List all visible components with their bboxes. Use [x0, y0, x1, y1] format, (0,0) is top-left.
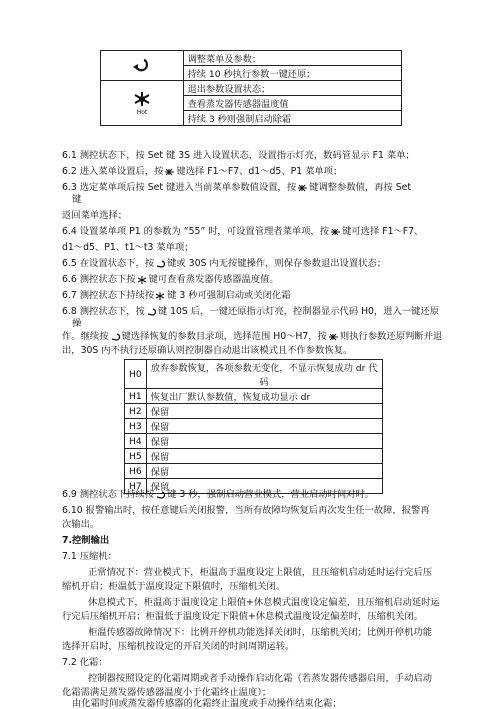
paragraph-6-10: 6.10 报警输出时，按任意键后关闭报警，当所有故障均恢复后再次发生任一故障，报警再 [62, 505, 430, 516]
paragraph-defrost-cont: 化霜需满足蒸发器传感器温度小于化霜终止温度）； [62, 687, 272, 698]
curved-arrow-cell [101, 51, 184, 81]
snowflake-icon [154, 292, 167, 300]
key-function-table [100, 50, 402, 126]
table-cell: 持续 3 秒则强制启动除霜 [183, 111, 401, 126]
text-span: 6.2 进入菜单设置后，按 [62, 166, 164, 177]
paragraph-6-9 [62, 489, 374, 501]
snowflake-arrow-icon [296, 184, 309, 192]
paragraph-6-3-cont2: 返回菜单选择； [62, 210, 128, 221]
text-span: 6.8 测控状态下，按 [62, 306, 145, 317]
paragraph-normal-cont: 缩机开启；柜温低于温度设定下限值时，压缩机关闭。 [62, 581, 286, 592]
paragraph-6-2 [62, 166, 342, 178]
table-cell: 调整菜单及参数； [183, 51, 401, 66]
snowflake-icon [136, 276, 149, 284]
desc-cell: 保留 [146, 404, 382, 419]
paragraph-fault: 柜温传感器故障情况下：比例开停机功能选择关闭时，压缩机关闭；比例开停机功能 [88, 627, 432, 638]
text-span: 6.7 测控状态下持续按 [62, 290, 155, 301]
text-span: 6.5 在设置状态下，按 [62, 258, 155, 269]
restore-code-table [124, 359, 383, 494]
paragraph-6-4 [62, 226, 423, 238]
text-span: 键 3 秒，强制启动营业模式，营业启动时间对时。 [167, 489, 375, 500]
desc-cell: 保留 [146, 449, 382, 464]
desc-cell: 保留 [146, 419, 382, 434]
paragraph-6-8-cont: 操 [72, 318, 82, 329]
code-cell: H2 [125, 404, 147, 419]
paragraph-6-7 [62, 290, 291, 302]
paragraph-normal: 正常情况下：营业模式下，柜温高于温度设定上限值，且压缩机启动延时运行完后压 [88, 567, 432, 578]
text-span: 键 3 秒可强制启动或关闭化霜 [167, 290, 291, 301]
text-span: 6.6 测控状态下按 [62, 274, 136, 285]
icon-label: Hot [136, 109, 148, 116]
desc-cell [146, 360, 382, 389]
curved-arrow-icon [154, 491, 167, 499]
desc-cell: 保留 [146, 434, 382, 449]
table-cell: 查看蒸发器传感器温度值 [183, 96, 401, 111]
section-7-heading: 7.控制输出 [62, 535, 110, 546]
paragraph-6-5 [62, 258, 386, 270]
curved-arrow-icon [145, 308, 158, 316]
text-span: 键或 30S 内无按键操作，则保存参数退出设置状态； [167, 258, 387, 269]
text-span: 作。继续按 [62, 331, 109, 342]
text-span: 则执行参数还原判断并退 [339, 331, 443, 342]
text-span: 键调整参数值，再按 Set [309, 182, 412, 193]
snowflake-arrow-icon [327, 333, 340, 341]
desc-cell: 恢复出厂默认参数值，恢复成功显示 dr [146, 389, 382, 404]
table-cell: 退出参数设置状态； [183, 81, 401, 96]
code-cell: H7 [125, 479, 147, 494]
text-span: 键 10S 后，一键还原指示灯亮，控制器显示代码 H0，进入一键还原 [157, 306, 440, 317]
snowflake-arrow-icon [163, 168, 176, 176]
paragraph-6-6 [62, 274, 279, 286]
defrost-icon-cell [101, 81, 184, 126]
desc-cell: 保留 [146, 479, 382, 494]
paragraph-6-10-cont: 次输出。 [62, 519, 100, 530]
text-span: 键可查看蒸发器传感器温度值。 [148, 274, 279, 285]
paragraph-rest-cont: 行完后压缩机开启；柜温低于温度设定下限值+休息模式温度设定偏差时，压缩机关闭。 [62, 611, 424, 622]
code-cell: H3 [125, 419, 147, 434]
code-cell: H6 [125, 464, 147, 479]
desc-line-2: 码 [259, 377, 269, 388]
snowflake-arrow-icon [329, 228, 342, 236]
curved-arrow-icon [109, 333, 122, 341]
paragraph-fault-cont: 选择开启时，压缩机按设定的开启关闭的时间周期运转。 [62, 641, 295, 652]
paragraph-6-3 [62, 182, 411, 194]
paragraph-6-1: 6.1 测控状态下，按 Set 键 3S 进入设置状态，设置指示灯亮，数码管显示 F1 菜单； [62, 150, 415, 161]
code-cell: H0 [125, 360, 147, 389]
code-cell: H1 [125, 389, 147, 404]
code-cell: H5 [125, 449, 147, 464]
paragraph-6-8-cont3: 出，30S 内不执行还原确认则控制器自动退出该模式且不作参数恢复。 [62, 345, 353, 356]
code-cell: H4 [125, 434, 147, 449]
text-span: 键选择 F1～F7、d1～d5、P1 菜单项； [176, 166, 343, 177]
text-span: 键可选择 F1～F7、 [342, 226, 424, 237]
paragraph-rest: 休息模式下，柜温高于温度设定上限值+休息模式温度设定偏差，且压缩机启动延时运 [88, 597, 440, 608]
section-7-2-heading: 7.2 化霜： [62, 657, 108, 668]
curved-arrow-icon [154, 260, 167, 268]
desc-line: 放弃参数恢复，各项参数无变化，不显示恢复成功 dr 代 [150, 363, 378, 374]
text-span: 键选择恢复的参数目录项，选择范围 H0～H7，按 [121, 331, 327, 342]
paragraph-6-3-cont: 键 [72, 194, 82, 205]
desc-cell: 保留 [146, 464, 382, 479]
paragraph-defrost: 控制器按照设定的化霜周期或者手动操作启动化霜（若蒸发器传感器启用，手动启动 [88, 673, 432, 684]
snowflake-heat-icon [131, 90, 153, 116]
text-span: 6.9 测控状态下持续按 [62, 489, 155, 500]
paragraph-6-4-cont: d1～d5、P1、t1～t3 菜单项； [62, 242, 194, 253]
paragraph-6-8 [62, 306, 439, 318]
paragraph-6-8-cont2 [62, 331, 442, 343]
section-7-1-heading: 7.1 压缩机： [62, 551, 117, 562]
text-span: 6.3 选定菜单项后按 Set 键进入当前菜单参数值设置，按 [62, 182, 297, 193]
curved-arrow-icon [132, 58, 152, 74]
table-cell: 持续 10 秒执行参数一键还原； [183, 66, 401, 81]
text-span: 6.4 设置菜单项 P1 的参数为 “55” 时，可设置管理者菜单项，按 [62, 226, 330, 237]
paragraph-defrost-end: 由化霜时间或蒸发器传感器的化霜终止温度或手动操作结束化霜； [72, 698, 342, 709]
